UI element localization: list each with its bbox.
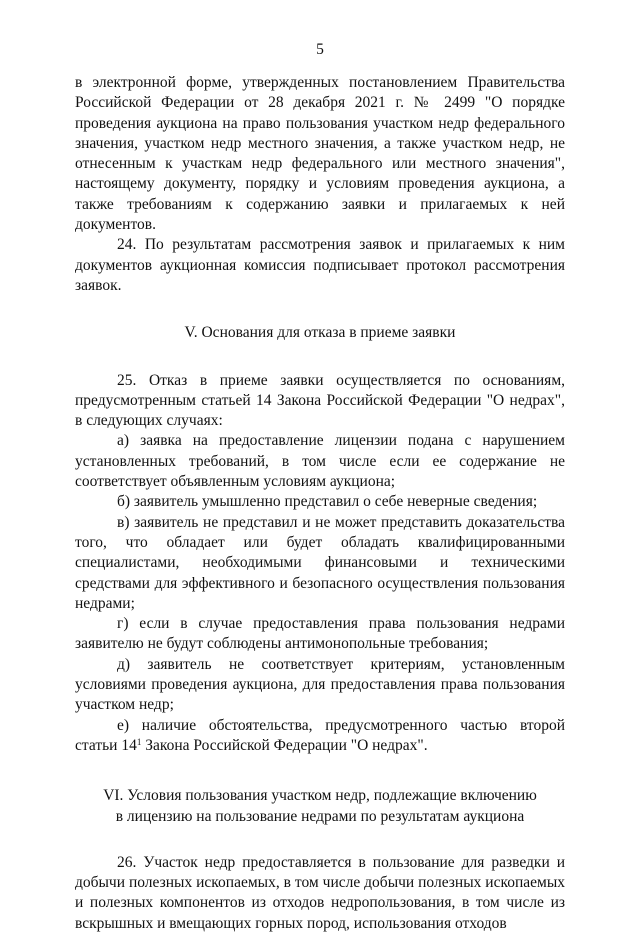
list-item-e-text-a: е) наличие обстоятельства, предусмотренного частью второй статьи 14 bbox=[75, 716, 565, 754]
page-number: 5 bbox=[316, 41, 324, 58]
paragraph-26: 26. Участок недр предоставляется в пользование для разведки и добычи полезных ископаемых, в том числе добычи полезных ископаемых и полезных компонентов из отходов недропользования, в том числе из вскрышных и вмещающих горных пород, использования отходов bbox=[75, 853, 565, 932]
section-vi-heading-line2: в лицензию на пользование недрами по результатам аукциона bbox=[115, 807, 525, 825]
section-vi-heading-line1: VI. Условия пользования участком недр, подлежащие включению bbox=[103, 787, 537, 805]
list-item-d: д) заявитель не соответствует критериям, установленным условиями проведения аукциона, для предоставления права пользования участком недр; bbox=[75, 655, 565, 714]
section-v-heading: V. Основания для отказа в приеме заявки bbox=[184, 324, 456, 342]
paragraph-25: 25. Отказ в приеме заявки осуществляется по основаниям, предусмотренным статьей 14 Закона Российской Федерации "О недрах", в следующих случаях: bbox=[75, 371, 565, 430]
list-item-e-text-b: Закона Российской Федерации "О недрах". bbox=[141, 736, 428, 754]
paragraph-continuation: в электронной форме, утвержденных постановлением Правительства Российской Федерации от 28 декабря 2021 г. № 2499 "О порядке проведения аукциона на право пользования участком недр федерального значения, участком недр местного значения, а также участком недр, не отнесенным к участкам недр федерального или местного значения", настоящему документу, порядку и условиям проведения аукциона, а также требованиям к содержанию заявки и прилагаемых к ней документов. bbox=[75, 74, 565, 234]
list-item-e bbox=[75, 716, 565, 757]
list-item-b: б) заявитель умышленно представил о себе неверные сведения; bbox=[117, 493, 538, 511]
paragraph-24: 24. По результатам рассмотрения заявок и прилагаемых к ним документов аукционная комиссия подписывает протокол рассмотрения заявок. bbox=[75, 236, 565, 294]
list-item-v: в) заявитель не представил и не может представить доказательства того, что обладает или будет обладать квалифицированными специалистами, необходимыми финансовыми и техническими средствами для эффективного и безопасного осуществления пользования недрами; bbox=[75, 513, 565, 612]
superscript-one: 1 bbox=[136, 736, 142, 747]
section-vi-heading bbox=[75, 786, 565, 827]
document-body bbox=[75, 73, 565, 934]
list-item-a: а) заявка на предоставление лицензии подана с нарушением установленных требований, в том числе если ее содержание не соответствует объявленным условиям аукциона; bbox=[75, 432, 565, 491]
list-item-g: г) если в случае предоставления права пользования недрами заявителю не будут соблюдены антимонопольные требования; bbox=[75, 615, 565, 653]
